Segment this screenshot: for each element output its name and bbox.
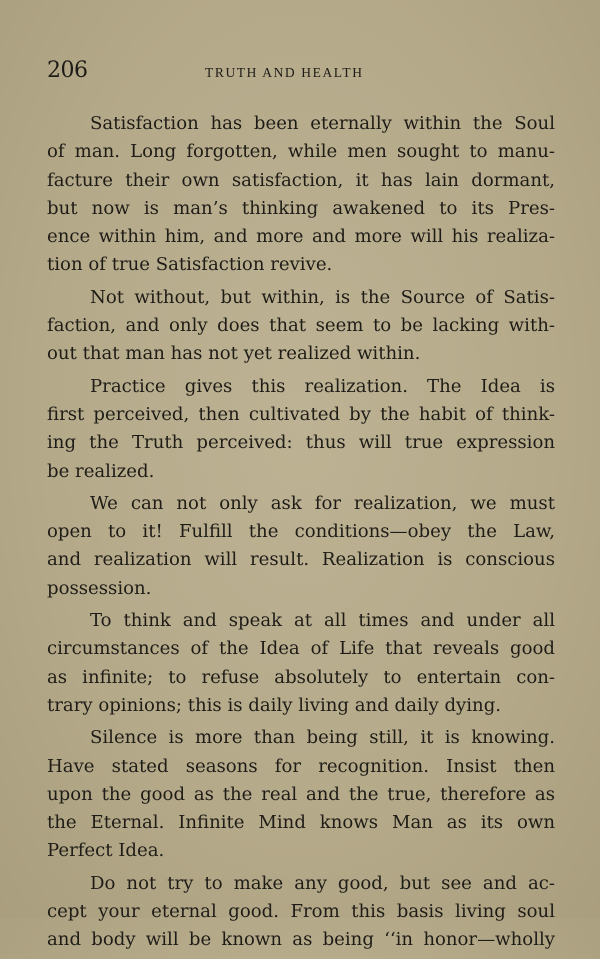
paragraph — [47, 490, 555, 603]
paragraph — [47, 607, 555, 720]
text-line: possession. — [47, 577, 152, 599]
running-head: TRUTH AND HEALTH — [205, 65, 364, 80]
text-line: Perfect Idea. — [47, 840, 165, 862]
paragraph — [47, 870, 555, 955]
text-line: cept your eternal good. From this basis living soul — [47, 901, 555, 923]
text-line: and realization will result. Realization is conscious — [47, 549, 555, 571]
paragraph — [47, 284, 555, 369]
text-line: ing the Truth perceived: thus will true expression — [47, 432, 555, 454]
text-line: To think and speak at all times and under all — [90, 610, 555, 632]
text-line: be realized. — [47, 460, 155, 482]
text-line: trary opinions; this is daily living and daily dying. — [47, 694, 502, 716]
text-line: the Eternal. Infinite Mind knows Man as its own — [47, 812, 555, 834]
text-line: first perceived, then cultivated by the habit of think- — [47, 403, 555, 425]
text-line: open to it! Fulfill the conditions—obey the Law, — [47, 521, 555, 543]
text-line: and body will be known as being ‘‘in honor—wholly — [47, 929, 555, 951]
text-line: Do not try to make any good, but see and ac- — [90, 872, 555, 894]
text-line: Practice gives this realization. The Idea is — [90, 375, 555, 397]
page-header — [47, 58, 557, 88]
text-line: faction, and only does that seem to be lacking with- — [47, 315, 555, 337]
paragraph — [47, 724, 555, 865]
text-line: but now is man’s thinking awakened to its Pres- — [47, 197, 555, 219]
paragraph — [47, 373, 555, 486]
text-line: ence within him, and more and more will his realiza- — [47, 226, 555, 248]
text-line: Not without, but within, is the Source of Satis- — [90, 286, 555, 308]
text-line: facture their own satisfaction, it has lain dormant, — [47, 169, 555, 191]
paragraph — [47, 110, 555, 280]
text-line: tion of true Satisfaction revive. — [47, 254, 333, 276]
text-line: Silence is more than being still, it is knowing. — [90, 727, 555, 749]
text-line: Satisfaction has been eternally within the Soul — [90, 113, 555, 134]
body-text — [47, 110, 555, 959]
text-line: circumstances of the Idea of Life that reveals good — [47, 638, 555, 660]
text-line: of man. Long forgotten, while men sought to manu- — [47, 141, 555, 163]
page-number: 206 — [47, 58, 88, 83]
text-line: Have stated seasons for recognition. Insist then — [47, 755, 555, 777]
text-line: as infinite; to refuse absolutely to entertain con- — [47, 666, 555, 688]
text-line: We can not only ask for realization, we must — [90, 492, 555, 514]
text-line: out that man has not yet realized within. — [47, 343, 421, 365]
text-line: upon the good as the real and the true, therefore as — [47, 783, 555, 805]
